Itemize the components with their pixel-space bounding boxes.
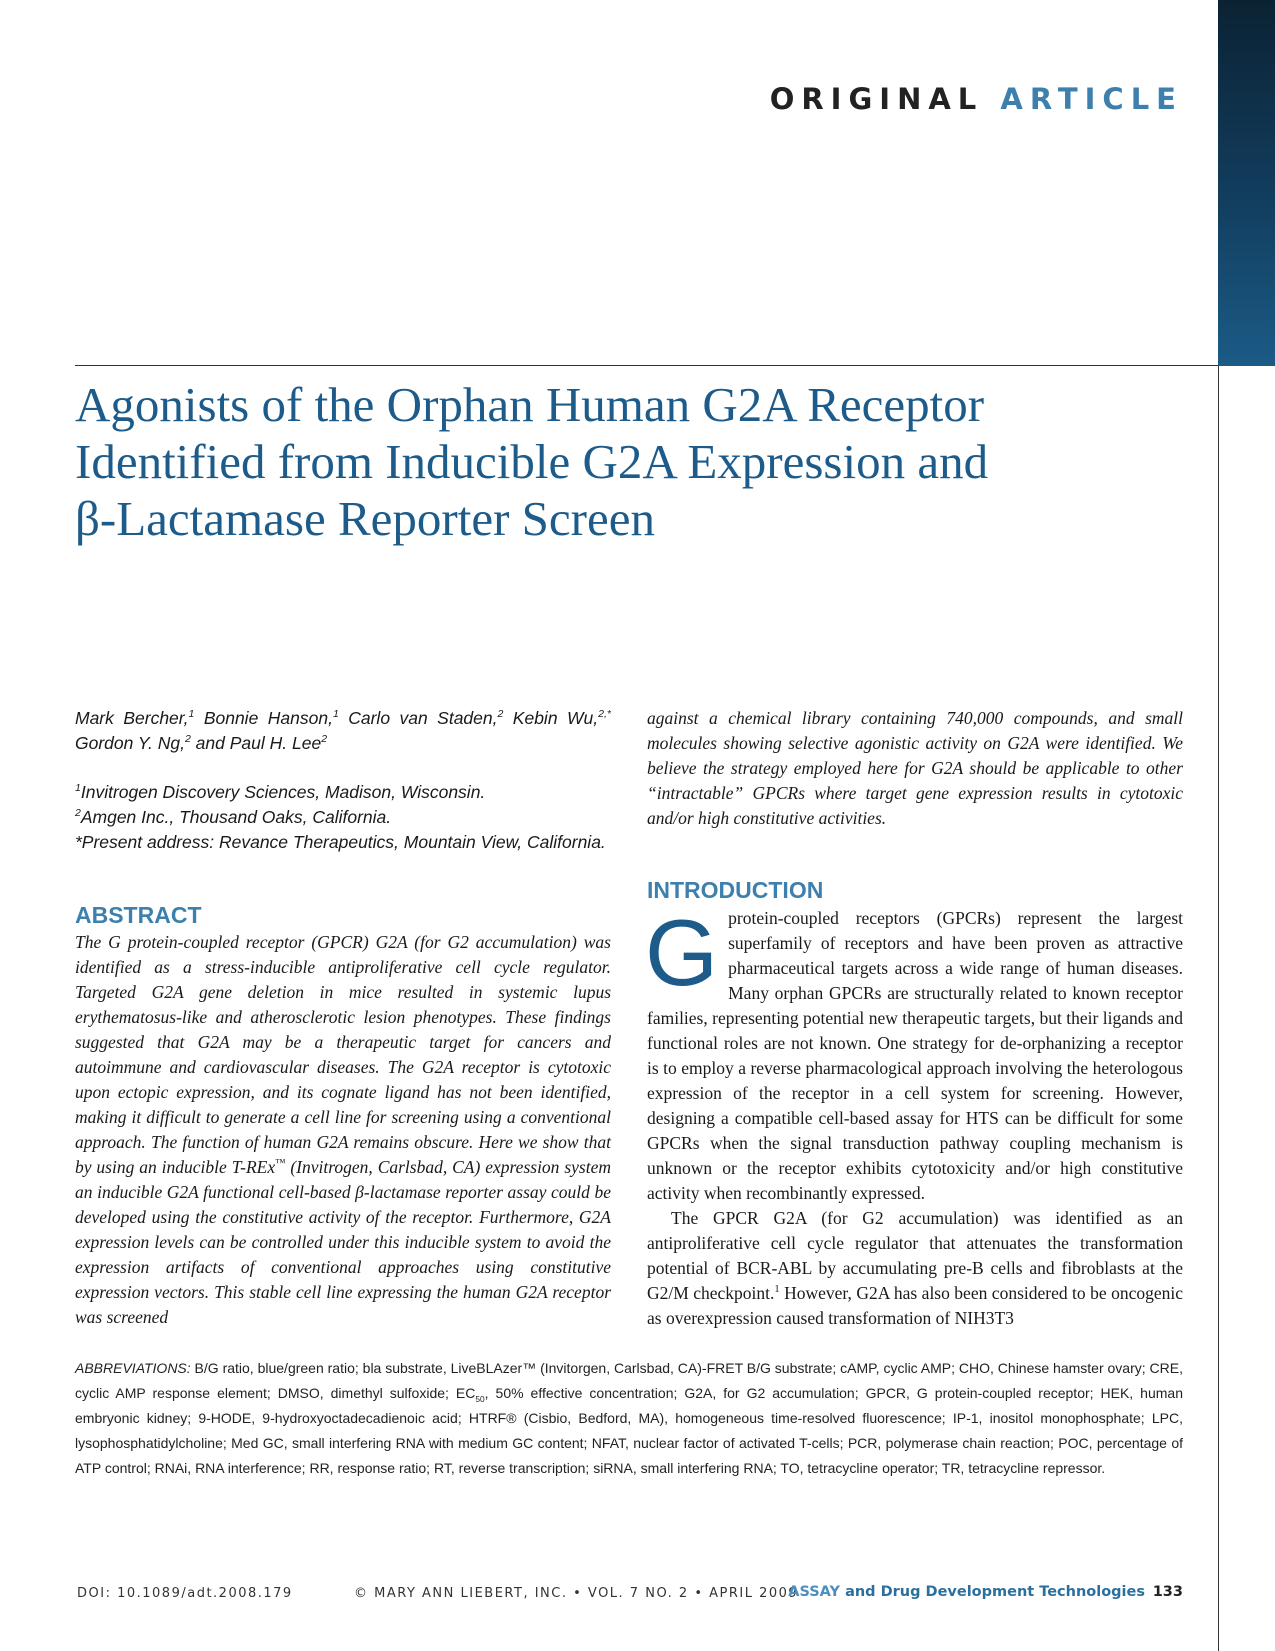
- intro-paragraph-2: The GPCR G2A (for G2 accumulation) was identified as an antiproliferative cell cycle regulator that attenuates the transformation potential of BCR-ABL by accumulating pre-B cells and fibroblasts at the G2/M checkpoint.$^1$ However, G2A has also been considered to be oncogenic as overexpression caused transformation of NIH3T3: [647, 1208, 1183, 1328]
- decorative-side-bar: [1218, 0, 1275, 366]
- section-label: [770, 82, 1183, 116]
- author-name: Mark Bercher,: [75, 708, 189, 728]
- article-title: [75, 376, 1185, 547]
- page-footer: [77, 1586, 1183, 1608]
- introduction-heading: INTRODUCTION: [647, 877, 824, 903]
- affiliation-1: $^1$Invitrogen Discovery Sciences, Madison, Wisconsin.: [75, 782, 486, 802]
- abstract-text: The G protein-coupled receptor (GPCR) G2A (for G2 accumulation) was identified as a stress-inducible antiproliferative cell cycle regulator. Targeted G2A gene deletion in mice resulted in systemic lupus erythematosus-like and atherosclerotic lesion phenotypes. These findings suggested that G2A may be a therapeutic target for cancers and autoimmune and cardiovascular diseases. The G2A receptor is cytotoxic upon ectopic expression, and its cognate ligand has not been identified, making it difficult to generate a cell line for screening using a conventional approach. The function of human G2A remains obscure. Here we show that by using an inducible T-REx™ (Invitrogen, Carlsbad, CA) expression system an inducible G2A functional cell-based β-lactamase reporter assay could be developed using the constitutive activity of the receptor. Furthermore, G2A expression levels can be controlled under this inducible system to avoid the expression artifacts of conventional approaches using constitutive expression vectors. This stable cell line expressing the human G2A receptor was screened: [75, 932, 611, 1327]
- abstract-continuation: against a chemical library containing 740,000 compounds, and small molecules showing selective agonistic activity on G2A were identified. We believe the strategy employed here for G2A should be applicable to other “intractable” GPCRs where target gene expression results in cytotoxic and/or high constitutive activities.: [647, 708, 1183, 828]
- title-line-2: Identified from Inducible G2A Expression and: [75, 434, 989, 489]
- section-label-original: ORIGINAL: [769, 82, 984, 116]
- intro-paragraph-1: Gprotein-coupled receptors (GPCRs) represent the largest superfamily of receptors and have been proven as attractive pharmaceutical targets across a wide range of human diseases. Many orphan GPCRs are structurally related to known receptor families, representing potential new therapeutic targets, but their ligands and functional roles are not known. One strategy for de-orphanizing a receptor is to employ a reverse pharmacological approach involving the heterologous expression of the receptor in a cell system for screening. However, designing a compatible cell-based assay for HTS can be difficult for some GPCRs when the signal transduction pathway coupling mechanism is unknown or the receptor exhibits cytotoxicity and/or high constitutive activity when recombinantly expressed.: [645, 900, 1183, 1203]
- author-affiliation-mark: 1: [332, 708, 339, 721]
- author-affiliation-mark: 2,*: [598, 708, 611, 721]
- abbreviations-block: ABBREVIATIONS: B/G ratio, blue/green ratio; bla substrate, LiveBLAzer™ (Invitorgen, Carlsbad, CA)-FRET B/G substrate; cAMP, cyclic AMP; CHO, Chinese hamster ovary; CRE, cyclic AMP response element; DMSO, dimethyl sulfoxide; $EC_{50}$, 50% effective concentration; G2A, for G2 accumulation; GPCR, G protein-coupled receptor; HEK, human embryonic kidney; 9-HODE, 9-hydroxyoctadecadienoic acid; HTRF® (Cisbio, Bedford, MA), homogeneous time-resolved fluorescence; IP-1, inositol monophosphate; LPC, lysophosphatidylcholine; Med GC, small interfering RNA with medium GC content; NFAT, nuclear factor of activated T-cells; PCR, polymerase chain reaction; POC, percentage of ATP control; RNAi, RNA interference; RR, response ratio; RT, reverse transcription; siRNA, small interfering RNA; TO, tetracycline operator; TR, tetracycline repressor.: [75, 1360, 1183, 1476]
- horizontal-rule: [75, 365, 1218, 366]
- author-name: Carlo van Staden,: [348, 708, 498, 728]
- page-number: 133: [1152, 1584, 1183, 1600]
- drop-cap: G: [645, 900, 719, 1005]
- abstract-heading: ABSTRACT: [75, 902, 202, 928]
- author-list: [75, 706, 611, 756]
- abbreviations-label: ABBREVIATIONS:: [75, 1360, 191, 1376]
- section-label-article: ARTICLE: [1000, 82, 1183, 116]
- affiliations: [75, 780, 635, 855]
- author-affiliation-mark: 1: [188, 708, 195, 721]
- journal-name: ASSAY and Drug Development Technologies: [788, 1584, 1145, 1600]
- doi-text: DOI: 10.1089/adt.2008.179: [77, 1586, 293, 1601]
- author-name: Bonnie Hanson,: [203, 708, 333, 728]
- author-name: Kebin Wu,: [512, 708, 599, 728]
- vertical-rule: [1218, 366, 1219, 1651]
- introduction-text: [645, 900, 1183, 1331]
- author-affiliation-mark: 2: [321, 733, 328, 746]
- author-name: and Paul H. Lee: [195, 733, 322, 753]
- author-affiliation-mark: 2: [184, 733, 191, 746]
- author-name: Gordon Y. Ng,: [75, 733, 185, 753]
- author-affiliation-mark: 2: [497, 708, 504, 721]
- title-line-1: Agonists of the Orphan Human G2A Receptor: [75, 377, 985, 432]
- affiliation-2: $^2$Amgen Inc., Thousand Oaks, California.: [75, 807, 392, 827]
- title-line-3: β-Lactamase Reporter Screen: [75, 491, 655, 546]
- publisher-info: © MARY ANN LIEBERT, INC. • VOL. 7 NO. 2 • APRIL 2009: [354, 1586, 799, 1601]
- affiliation-present-address: *Present address: Revance Therapeutics, Mountain View, California.: [75, 832, 606, 852]
- citation-mark: 1: [774, 1284, 780, 1296]
